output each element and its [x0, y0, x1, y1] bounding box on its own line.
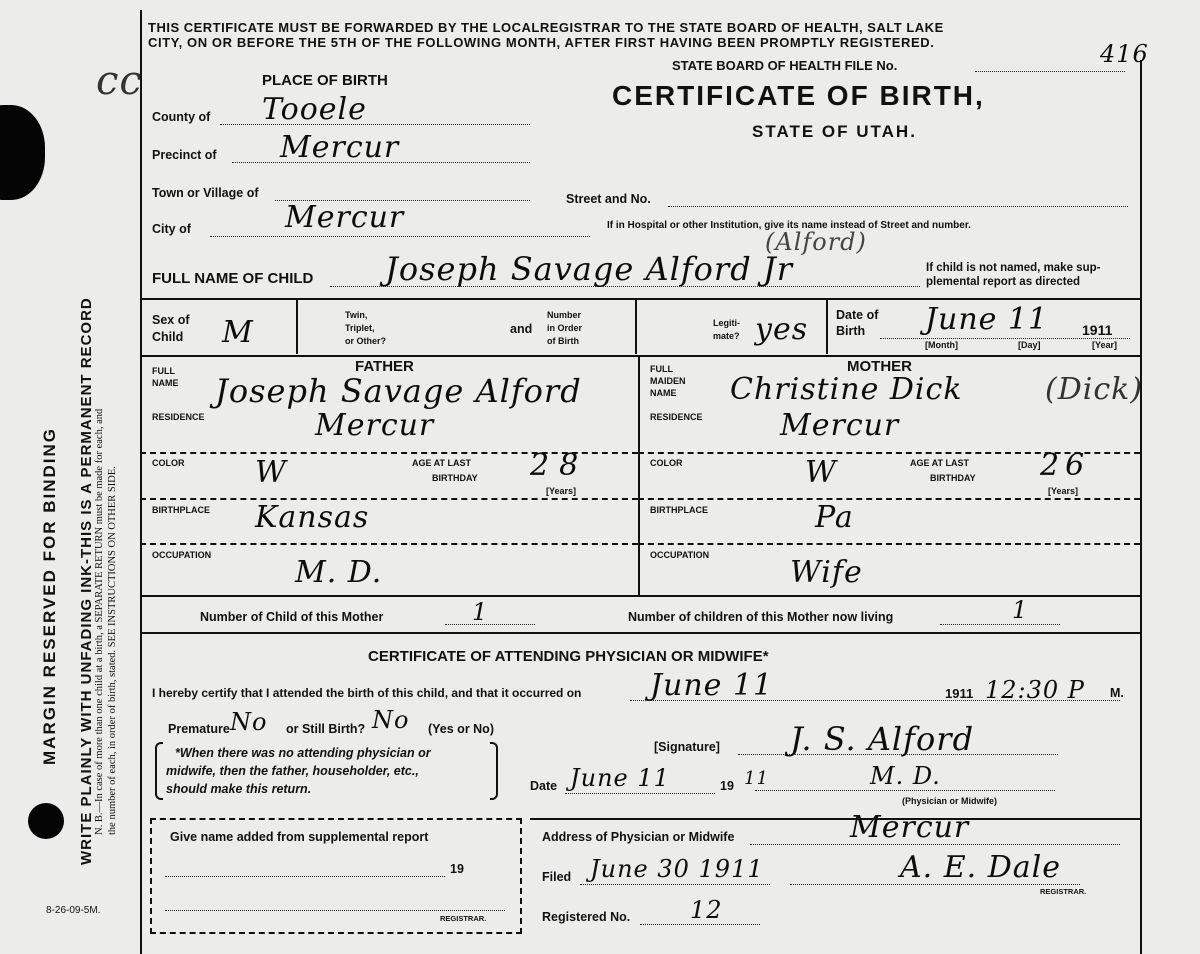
child-name-note-2: plemental report as directed — [926, 276, 1081, 288]
mother-divider-2 — [638, 498, 1140, 500]
file-no-line — [975, 71, 1125, 72]
registered-label: Registered No. — [542, 910, 631, 924]
parents-center-divider — [638, 355, 640, 595]
child-name-annotation: (Alford) — [765, 228, 867, 256]
county-label: County of — [152, 110, 211, 124]
father-occupation-label: OCCUPATION — [152, 550, 212, 560]
dob-value: June 11 — [925, 302, 1049, 337]
town-label: Town or Village of — [152, 186, 259, 200]
physician-note-1: *When there was no attending physician or — [175, 746, 431, 760]
birth-time-suffix: M. — [1110, 686, 1124, 700]
mother-full-label-1: FULL — [650, 364, 673, 374]
dob-label-2: Birth — [836, 324, 866, 338]
title-hint: (Physician or Midwife) — [902, 796, 998, 806]
mother-full-label-3: NAME — [650, 388, 677, 398]
legit-divider — [826, 300, 828, 354]
and-label: and — [510, 322, 533, 336]
registrar-signature: A. E. Dale — [900, 850, 1061, 885]
signature-value: J. S. Alford — [790, 720, 975, 758]
registered-line — [640, 924, 760, 925]
header-notice-2: CITY, ON OR BEFORE THE 5TH OF THE FOLLOWING MONTH, AFTER FIRST HAVING BEEN PROMPTLY REGISTERED. — [148, 35, 935, 50]
signature-label: [Signature] — [654, 740, 720, 754]
dob-year-hint: [Year] — [1092, 340, 1118, 350]
twin-label-3: or Other? — [345, 336, 387, 346]
header-notice-1: THIS CERTIFICATE MUST BE FORWARDED BY THE LOCALREGISTRAR TO THE STATE BOARD OF HEALTH, SALT LAKE — [148, 20, 944, 35]
mother-birthplace-label: BIRTHPLACE — [650, 505, 708, 515]
margin-annotation: cc — [96, 58, 143, 104]
margin-note-line2: the number of each, in order of birth, stated. SEE INSTRUCTIONS ON OTHER SIDE. — [107, 466, 118, 835]
divider-child — [140, 298, 1140, 300]
street-label: Street and No. — [566, 192, 651, 206]
father-birthplace-label: BIRTHPLACE — [152, 505, 210, 515]
child-number-line — [445, 624, 535, 625]
hospital-note: If in Hospital or other Institution, give its name instead of Street and number. — [607, 220, 971, 231]
child-number-label: Number of Child of this Mother — [200, 610, 384, 624]
divider-registration — [530, 818, 1140, 820]
legit-value: yes — [755, 312, 809, 347]
dob-line — [880, 338, 1130, 339]
city-label: City of — [152, 222, 191, 236]
margin-note-line1: N. B.—In case of more than one child at a birth, a SEPARATE RETURN must be made for each, and — [94, 408, 105, 835]
dob-label-1: Date of — [836, 308, 879, 322]
father-age-label-1: AGE AT LAST — [412, 458, 471, 468]
father-color-value: W — [255, 455, 287, 490]
living-value: 1 — [1012, 596, 1029, 624]
physician-note-2: midwife, then the father, householder, etc., — [166, 764, 419, 778]
legit-label-1: Legiti- — [713, 318, 740, 328]
father-full-label-2: NAME — [152, 378, 179, 388]
city-value: Mercur — [285, 200, 405, 235]
place-of-birth-heading: PLACE OF BIRTH — [262, 72, 388, 89]
street-line — [668, 206, 1128, 207]
father-color-label: COLOR — [152, 458, 185, 468]
filed-label: Filed — [542, 870, 572, 884]
precinct-value: Mercur — [280, 130, 400, 165]
mother-birthplace-value: Pa — [815, 500, 854, 535]
father-occupation-value: M. D. — [295, 555, 383, 590]
order-label-3: of Birth — [547, 336, 579, 346]
stillbirth-label: or Still Birth? — [286, 722, 366, 736]
physician-heading: CERTIFICATE OF ATTENDING PHYSICIAN OR MIDWIFE* — [368, 648, 769, 665]
margin-ink-text: WRITE PLAINLY WITH UNFADING INK-THIS IS A PERMANENT RECORD — [78, 297, 95, 865]
child-name-value: Joseph Savage Alford Jr — [385, 250, 793, 288]
father-birthplace-value: Kansas — [255, 500, 370, 535]
divider-physician — [140, 632, 1140, 634]
state-heading: STATE OF UTAH. — [752, 122, 917, 141]
form-left-border — [140, 10, 142, 954]
supplemental-label: Give name added from supplemental report — [170, 830, 429, 844]
address-value: Mercur — [850, 810, 970, 845]
mother-divider-3 — [638, 543, 1140, 545]
mother-full-label-2: MAIDEN — [650, 376, 686, 386]
mother-color-label: COLOR — [650, 458, 683, 468]
twin-label-1: Twin, — [345, 310, 368, 320]
stillbirth-value: No — [372, 706, 410, 734]
city-line — [210, 236, 590, 237]
note-brace-left — [155, 742, 163, 800]
supplemental-line-2 — [165, 910, 505, 911]
child-name-label: FULL NAME OF CHILD — [152, 270, 314, 287]
file-no-value: 416 — [1100, 40, 1149, 68]
date-label: Date — [530, 779, 558, 793]
date-year-suffix: 11 — [744, 768, 769, 789]
premature-label: Premature — [168, 722, 230, 736]
child-number-value: 1 — [472, 598, 489, 626]
father-name-value: Joseph Savage Alford — [215, 372, 582, 410]
mother-heading: MOTHER — [847, 358, 912, 375]
order-divider — [635, 300, 637, 354]
form-code: 8-26-09-5M. — [46, 905, 101, 916]
address-label: Address of Physician or Midwife — [542, 830, 735, 844]
registrar-label: REGISTRAR. — [1040, 887, 1087, 896]
filed-value: June 30 1911 — [590, 855, 764, 883]
date-year-prefix: 19 — [720, 779, 734, 793]
father-divider-3 — [140, 543, 638, 545]
binding-hole-top — [0, 105, 45, 200]
certificate-title: CERTIFICATE OF BIRTH, — [612, 80, 985, 111]
divider-parents — [140, 355, 1140, 357]
date-value: June 11 — [570, 764, 670, 792]
mother-color-value: W — [805, 455, 837, 490]
mother-age-label-1: AGE AT LAST — [910, 458, 969, 468]
dob-day-hint: [Day] — [1018, 340, 1041, 350]
mother-occupation-value: Wife — [790, 555, 863, 590]
father-residence-value: Mercur — [315, 408, 435, 443]
order-label-2: in Order — [547, 323, 583, 333]
birth-year-value: 1911 — [945, 686, 974, 701]
living-label: Number of children of this Mother now living — [628, 610, 894, 624]
note-brace-right — [490, 742, 498, 800]
birth-date-value: June 11 — [650, 668, 774, 703]
father-full-label-1: FULL — [152, 366, 175, 376]
dob-month-hint: [Month] — [925, 340, 958, 350]
registered-value: 12 — [690, 896, 723, 924]
file-no-label: STATE BOARD OF HEALTH FILE No. — [672, 58, 898, 73]
supp-registrar-label: REGISTRAR. — [440, 914, 487, 923]
order-label-1: Number — [547, 310, 582, 320]
mother-name-annotation: (Dick) — [1045, 372, 1144, 407]
sex-divider — [296, 300, 298, 354]
date-line — [565, 793, 715, 794]
dob-year: 1911 — [1082, 322, 1113, 338]
mother-residence-label: RESIDENCE — [650, 412, 703, 422]
premature-value: No — [230, 708, 268, 736]
form-right-border — [1140, 60, 1142, 954]
twin-label-2: Triplet, — [345, 323, 375, 333]
supp-year-prefix: 19 — [450, 862, 464, 876]
mother-years-hint: [Years] — [1048, 486, 1079, 496]
mother-occupation-label: OCCUPATION — [650, 550, 710, 560]
mother-age-label-2: BIRTHDAY — [930, 473, 976, 483]
physician-note-3: should make this return. — [166, 782, 312, 796]
father-divider-2 — [140, 498, 638, 500]
legit-label-2: mate? — [713, 331, 740, 341]
certify-text: I hereby certify that I attended the birth of this child, and that it occurred on — [152, 686, 582, 700]
filed-line — [580, 884, 770, 885]
sex-value: M — [222, 315, 254, 350]
margin-binding-text: MARGIN RESERVED FOR BINDING — [40, 427, 59, 765]
sex-label-2: Child — [152, 330, 184, 344]
father-age-label-2: BIRTHDAY — [432, 473, 478, 483]
living-line — [940, 624, 1060, 625]
sex-label-1: Sex of — [152, 313, 190, 327]
father-heading: FATHER — [355, 358, 414, 375]
child-name-note-1: If child is not named, make sup- — [926, 262, 1101, 274]
birth-time-value: 12:30 P — [985, 676, 1085, 704]
father-residence-label: RESIDENCE — [152, 412, 205, 422]
mother-age-value: 26 — [1040, 448, 1091, 483]
father-years-hint: [Years] — [546, 486, 577, 496]
binding-hole-bottom — [28, 803, 64, 839]
mother-residence-value: Mercur — [780, 408, 900, 443]
title-line — [755, 790, 1055, 791]
yesno-hint: (Yes or No) — [428, 722, 494, 736]
mother-name-value: Christine Dick — [730, 372, 963, 407]
precinct-label: Precinct of — [152, 148, 217, 162]
county-value: Tooele — [262, 92, 367, 127]
title-value: M. D. — [870, 762, 941, 790]
father-age-value: 28 — [530, 448, 589, 483]
supplemental-line-1 — [165, 876, 445, 877]
divider-counts — [140, 595, 1140, 597]
